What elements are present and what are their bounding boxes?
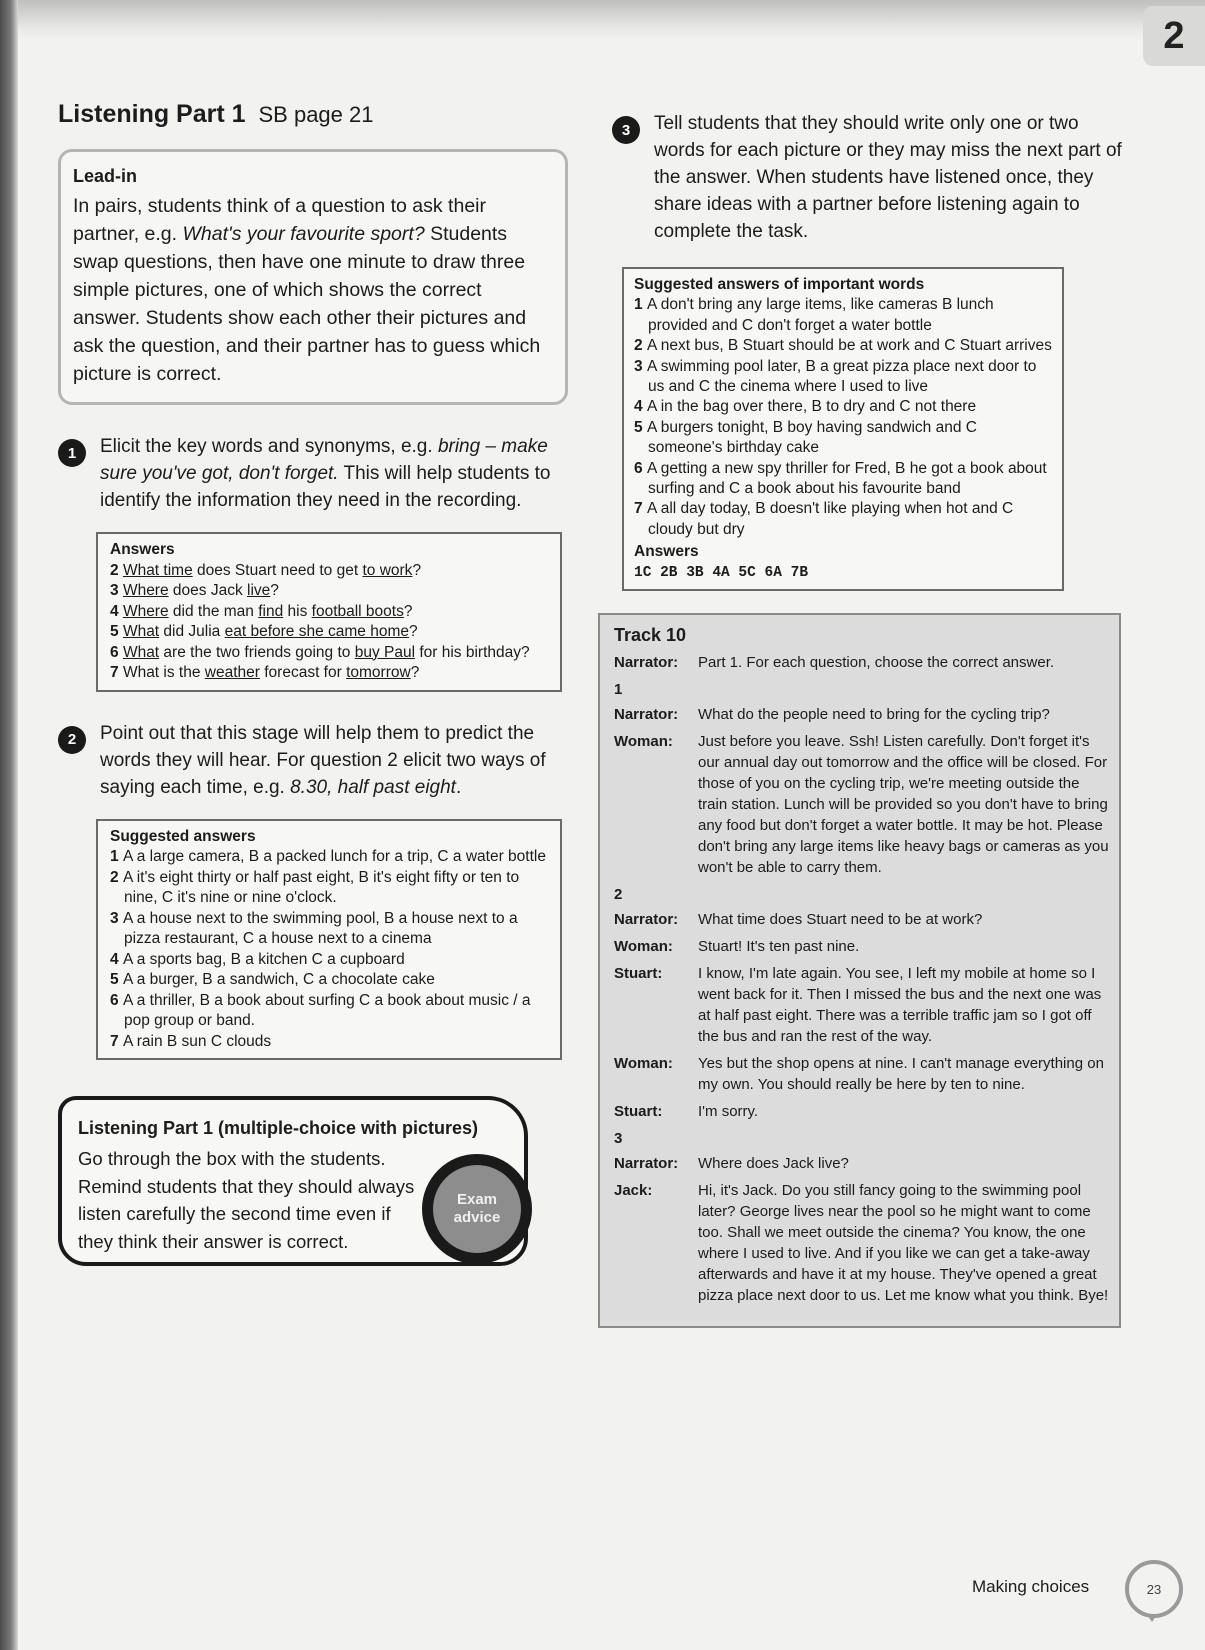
step-number-badge: 2 bbox=[58, 726, 86, 754]
speech: I know, I'm late again. You see, I left my mobile at home so I went back for it. Then I missed the bus and the next one was at half past eight. There was a terrible traffic jam so I got off the bus and ran the rest of the way. bbox=[698, 965, 1102, 1046]
speech: What time does Stuart need to be at work? bbox=[698, 911, 983, 929]
speaker: Woman: bbox=[614, 733, 673, 751]
question-number: 2 bbox=[614, 886, 623, 904]
exam-advice-title: Listening Part 1 (multiple-choice with pictures) bbox=[78, 1118, 479, 1138]
speech: I'm sorry. bbox=[698, 1103, 759, 1121]
page-number: 23 bbox=[1125, 1560, 1183, 1618]
step-2-text-b: . bbox=[455, 776, 462, 798]
answers-key-label: Answers bbox=[634, 543, 699, 561]
transcript-line bbox=[614, 652, 1109, 673]
suggested-answer-item bbox=[110, 991, 550, 1032]
section-title: Listening Part 1 bbox=[58, 100, 246, 128]
answer-number: 1 bbox=[634, 296, 647, 314]
page-top-shadow bbox=[0, 0, 1205, 40]
answer-number: 4 bbox=[110, 602, 123, 620]
step-1-text bbox=[100, 433, 568, 514]
suggested-answers-list bbox=[110, 847, 550, 1052]
answer-number: 1 bbox=[110, 848, 123, 865]
left-column bbox=[58, 100, 568, 1266]
important-word-item bbox=[634, 418, 1052, 459]
speaker: Jack: bbox=[614, 1182, 653, 1200]
track-title: Track 10 bbox=[614, 625, 687, 646]
speaker: Woman: bbox=[614, 938, 673, 956]
answer-number: 3 bbox=[110, 909, 123, 927]
answer-item bbox=[110, 561, 550, 582]
speech: Just before you leave. Ssh! Listen carefully. Don't forget it's our annual day out tomorrow and the office will be closed. For those of you on the cycling trip, we're meeting outside the train station. Lunch will be provided so you don't have to bring any food but don't forget a water bottle. It may be hot. Please don't bring any large items like heavy bags or cameras as you won't be able to carry them. bbox=[698, 733, 1109, 877]
answer-number: 7 bbox=[634, 500, 647, 518]
speech: Hi, it's Jack. Do you still fancy going to the swimming pool later? George lives near the pool so he might want to come too. Shall we meet outside the cinema? You know, the one where I used to live. And if you like we can get a take-away afterwards and have it at my house. They've opened a great pizza place next door to us. Let me know what you think. Bye! bbox=[698, 1182, 1109, 1305]
transcript-line bbox=[614, 963, 1109, 1047]
speech: Yes but the shop opens at nine. I can't manage everything on my own. You should really be here by ten to nine. bbox=[698, 1055, 1104, 1094]
answer-number: 5 bbox=[110, 623, 123, 640]
speech: Part 1. For each question, choose the correct answer. bbox=[698, 654, 1055, 672]
track-transcript-box bbox=[598, 613, 1121, 1328]
important-words-title: Suggested answers of important words bbox=[634, 276, 925, 293]
key-word: Where bbox=[122, 582, 169, 599]
answer-text: ? bbox=[410, 664, 420, 681]
exam-advice-box bbox=[58, 1096, 528, 1266]
badge-line-1: Exam bbox=[456, 1191, 497, 1208]
page-binding-edge bbox=[0, 0, 18, 1650]
answer-text: A rain B sun C clouds bbox=[122, 1032, 272, 1050]
answer-number: 3 bbox=[110, 582, 123, 599]
answer-item bbox=[110, 581, 550, 602]
speaker: Narrator: bbox=[614, 1155, 679, 1173]
important-word-item bbox=[634, 397, 1052, 417]
step-1-example: bring – make sure you've got, don't forget. bbox=[100, 436, 548, 484]
step-number-badge: 1 bbox=[58, 439, 86, 467]
answer-number: 2 bbox=[110, 868, 123, 886]
important-word-item bbox=[634, 336, 1052, 356]
speaker: Narrator: bbox=[614, 911, 679, 929]
answer-number: 5 bbox=[110, 971, 123, 988]
transcript-line bbox=[614, 1180, 1109, 1306]
transcript-line bbox=[614, 1101, 1109, 1122]
answer-text: A a sports bag, B a kitchen C a cupboard bbox=[122, 950, 405, 968]
speech: Where does Jack live? bbox=[698, 1155, 849, 1173]
answer-item bbox=[110, 622, 550, 643]
suggested-answers-box bbox=[96, 819, 562, 1061]
transcript-line bbox=[614, 936, 1109, 957]
key-word: find bbox=[258, 602, 284, 620]
key-word: What time bbox=[122, 561, 193, 579]
footer-unit-title: Making choices bbox=[972, 1577, 1090, 1596]
step-1-text-b: This will help students to identify the information they need in the recording. bbox=[100, 463, 551, 511]
speaker: Narrator: bbox=[614, 654, 679, 672]
key-word: football boots bbox=[311, 602, 404, 620]
lead-in-text bbox=[73, 192, 553, 388]
answer-number: 7 bbox=[110, 664, 123, 681]
important-words-list bbox=[634, 295, 1052, 540]
suggested-answer-item bbox=[110, 1032, 550, 1053]
exam-advice-badge bbox=[422, 1154, 532, 1264]
important-word-item bbox=[634, 295, 1052, 336]
lead-in-text-b: Students swap questions, then have one minute to draw three simple pictures, one of which shows the correct answer. Students show each other their pictures and ask the question, and their partner has to guess which picture is correct. bbox=[73, 223, 541, 385]
lead-in-text-a: In pairs, students think of a question to ask their partner, e.g. bbox=[73, 195, 486, 245]
answer-text: A a large camera, B a packed lunch for a trip, C a water bottle bbox=[122, 848, 546, 865]
answer-text: does Jack bbox=[168, 582, 247, 599]
suggested-answer-item bbox=[110, 868, 550, 909]
answer-number: 4 bbox=[110, 950, 123, 968]
suggested-answers-title: Suggested answers bbox=[110, 827, 256, 845]
section-heading bbox=[58, 100, 568, 129]
key-word: tomorrow bbox=[346, 664, 411, 681]
speaker: Stuart: bbox=[614, 965, 663, 983]
transcript-line bbox=[614, 909, 1109, 930]
key-word: What bbox=[122, 643, 160, 661]
answer-text: did Julia bbox=[159, 623, 225, 640]
answers-key-values: 1C 2B 3B 4A 5C 6A 7B bbox=[634, 564, 809, 581]
answer-text: ? bbox=[270, 582, 279, 599]
sb-page-ref: SB page 21 bbox=[258, 102, 374, 127]
speaker: Stuart: bbox=[614, 1103, 663, 1121]
step-2-example: 8.30, half past eight bbox=[290, 776, 456, 798]
answer-text: A a house next to the swimming pool, B a house next to a pizza restaurant, C a house next to a cinema bbox=[122, 909, 518, 947]
answer-number: 7 bbox=[110, 1032, 123, 1050]
question-3-transcript bbox=[614, 1153, 1109, 1306]
question-2-transcript bbox=[614, 909, 1109, 1122]
answer-text: did the man bbox=[168, 602, 259, 620]
important-word-item bbox=[634, 357, 1052, 398]
answer-item bbox=[110, 643, 550, 664]
answer-text: A swimming pool later, B a great pizza place next door to us and C the cinema where I used to live bbox=[646, 357, 1037, 396]
answer-text: A in the bag over there, B to dry and C not there bbox=[646, 398, 977, 416]
speech: What do the people need to bring for the cycling trip? bbox=[698, 706, 1050, 724]
answer-text: does Stuart need to get bbox=[192, 561, 363, 579]
answer-text: forecast for bbox=[259, 664, 347, 681]
step-number-badge: 3 bbox=[612, 116, 640, 144]
answers-list bbox=[110, 561, 550, 684]
exam-advice-badge-label bbox=[433, 1165, 521, 1253]
answer-text: A it's eight thirty or half past eight, B it's eight fifty or ten to nine, C it's nine or nine o'clock. bbox=[122, 868, 520, 906]
answer-item bbox=[110, 663, 550, 684]
answer-number: 5 bbox=[634, 418, 647, 436]
answer-number: 6 bbox=[110, 643, 123, 661]
question-number: 1 bbox=[614, 681, 623, 699]
unit-number: 2 bbox=[1163, 14, 1185, 57]
answers-box-1 bbox=[96, 532, 562, 692]
transcript-line bbox=[614, 704, 1109, 725]
key-word: live bbox=[247, 582, 271, 599]
important-word-item bbox=[634, 459, 1052, 500]
lead-in-box bbox=[58, 149, 568, 405]
answer-number: 2 bbox=[110, 561, 123, 579]
badge-line-2: advice bbox=[453, 1209, 501, 1226]
key-word: weather bbox=[204, 664, 260, 681]
step-2-text-a: Point out that this stage will help them to predict the words they will hear. For question 2 elicit two ways of saying each time, e.g. bbox=[100, 722, 546, 798]
answer-text: A a thriller, B a book about surfing C a book about music / a pop group or band. bbox=[122, 991, 531, 1029]
lead-in-title: Lead-in bbox=[73, 166, 138, 186]
answer-text: his bbox=[283, 602, 312, 620]
important-word-item bbox=[634, 499, 1052, 540]
answer-number: 2 bbox=[634, 337, 647, 355]
answer-text: ? bbox=[412, 561, 422, 579]
key-word: What bbox=[122, 623, 160, 640]
question-1-transcript bbox=[614, 704, 1109, 878]
step-2-text bbox=[100, 720, 568, 801]
suggested-answer-item bbox=[110, 970, 550, 991]
answer-number: 6 bbox=[634, 459, 647, 477]
answers-title: Answers bbox=[110, 541, 175, 558]
answer-text: are the two friends going to bbox=[159, 643, 355, 661]
answer-text: ? bbox=[403, 602, 413, 620]
answer-text: for his birthday? bbox=[415, 643, 530, 661]
suggested-answer-item bbox=[110, 909, 550, 950]
answer-text: A don't bring any large items, like cameras B lunch provided and C don't forget a water bottle bbox=[646, 296, 994, 334]
answer-number: 6 bbox=[110, 991, 123, 1009]
answer-text: A getting a new spy thriller for Fred, B he got a book about surfing and C a book about his favourite band bbox=[646, 459, 1047, 498]
answer-number: 3 bbox=[634, 357, 647, 375]
suggested-answer-item bbox=[110, 847, 550, 868]
answer-item bbox=[110, 602, 550, 623]
answer-text: ? bbox=[409, 623, 418, 640]
step-3-text: Tell students that they should write only one or two words for each picture or they may miss the next part of the answer. When students have listened once, they share ideas with a partner before listening again to complete the task. bbox=[654, 113, 1122, 242]
answer-text: A all day today, B doesn't like playing when hot and C cloudy but dry bbox=[646, 500, 1014, 538]
answer-text: A next bus, B Stuart should be at work and C Stuart arrives bbox=[646, 337, 1052, 355]
key-word: to work bbox=[362, 561, 413, 579]
speaker: Woman: bbox=[614, 1055, 673, 1073]
suggested-answer-item bbox=[110, 950, 550, 971]
answer-text: A burgers tonight, B boy having sandwich and C someone's birthday cake bbox=[646, 418, 977, 457]
step-1-text-a: Elicit the key words and synonyms, e.g. bbox=[100, 436, 438, 457]
unit-number-tab bbox=[1143, 6, 1205, 66]
question-number: 3 bbox=[614, 1130, 623, 1148]
answer-number: 4 bbox=[634, 398, 647, 416]
transcript-line bbox=[614, 1153, 1109, 1174]
answer-text: What is the bbox=[122, 664, 205, 681]
speech: Stuart! It's ten past nine. bbox=[698, 938, 860, 956]
lead-in-example: What's your favourite sport? bbox=[182, 223, 425, 245]
exam-advice-text: Go through the box with the students. Remind students that they should always listen carefully the second time even if they think their answer is correct. bbox=[78, 1148, 415, 1252]
key-word: eat before she came home bbox=[224, 623, 409, 640]
right-column bbox=[612, 110, 1122, 1328]
key-word: buy Paul bbox=[354, 643, 416, 661]
step-2 bbox=[58, 720, 568, 801]
transcript-line bbox=[614, 1053, 1109, 1095]
speaker: Narrator: bbox=[614, 706, 679, 724]
transcript-line bbox=[614, 731, 1109, 878]
step-1 bbox=[58, 433, 568, 514]
step-3 bbox=[612, 110, 1122, 245]
key-word: Where bbox=[122, 602, 169, 620]
important-words-box bbox=[622, 267, 1064, 591]
answer-text: A a burger, B a sandwich, C a chocolate cake bbox=[122, 971, 435, 988]
